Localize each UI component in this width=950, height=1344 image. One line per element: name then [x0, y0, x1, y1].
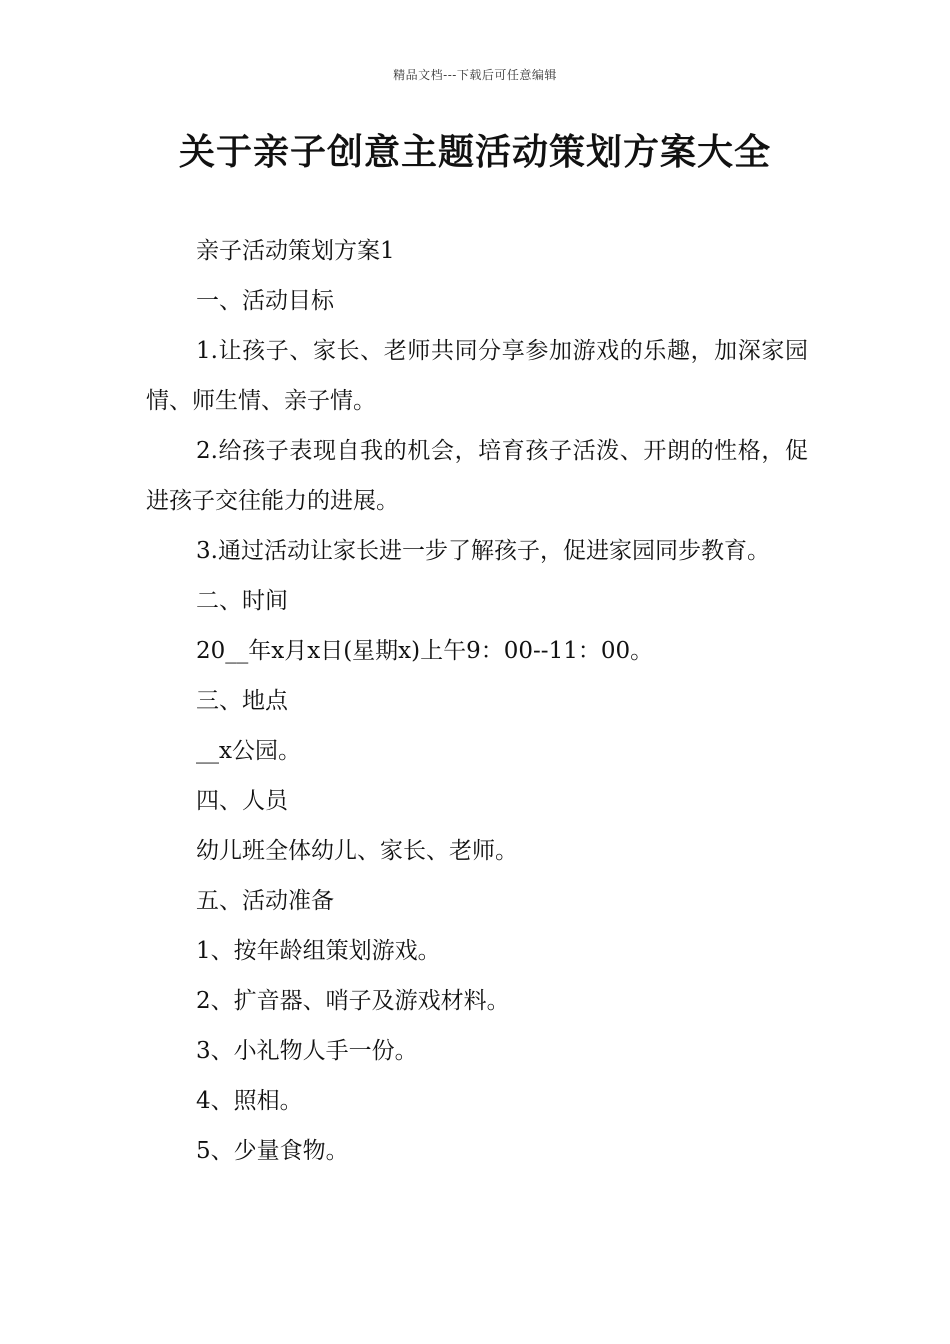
paragraph: 3.通过活动让家长进一步了解孩子，促进家园同步教育。	[196, 538, 770, 564]
section-heading: 四、人员	[196, 788, 288, 814]
list-item: 5、少量食物。	[196, 1138, 349, 1164]
section-heading: 二、时间	[196, 588, 288, 614]
document-title: 关于亲子创意主题活动策划方案大全	[178, 132, 771, 173]
paragraph: 20__年x月x日(星期x)上午9：00--11：00。	[196, 638, 654, 664]
list-item: 2、扩音器、哨子及游戏材料。	[196, 988, 510, 1014]
list-item: 4、照相。	[196, 1088, 303, 1114]
section-heading: 三、地点	[196, 688, 288, 714]
section-heading: 五、活动准备	[196, 888, 334, 914]
list-item: 1、按年龄组策划游戏。	[196, 938, 441, 964]
list-item: 3、小礼物人手一份。	[196, 1038, 418, 1064]
section-heading: 亲子活动策划方案1	[196, 238, 395, 264]
section-heading: 一、活动目标	[196, 288, 334, 314]
paragraph: 1.让孩子、家长、老师共同分享参加游戏的乐趣，加深家园情、师生情、亲子情。	[146, 338, 808, 414]
header-note: 精品文档---下载后可任意编辑	[393, 68, 557, 82]
paragraph: 2.给孩子表现自我的机会，培育孩子活泼、开朗的性格，促进孩子交往能力的进展。	[146, 438, 808, 514]
document-body	[146, 226, 808, 1176]
paragraph: 幼儿班全体幼儿、家长、老师。	[196, 838, 518, 864]
paragraph: __x公园。	[196, 738, 301, 764]
